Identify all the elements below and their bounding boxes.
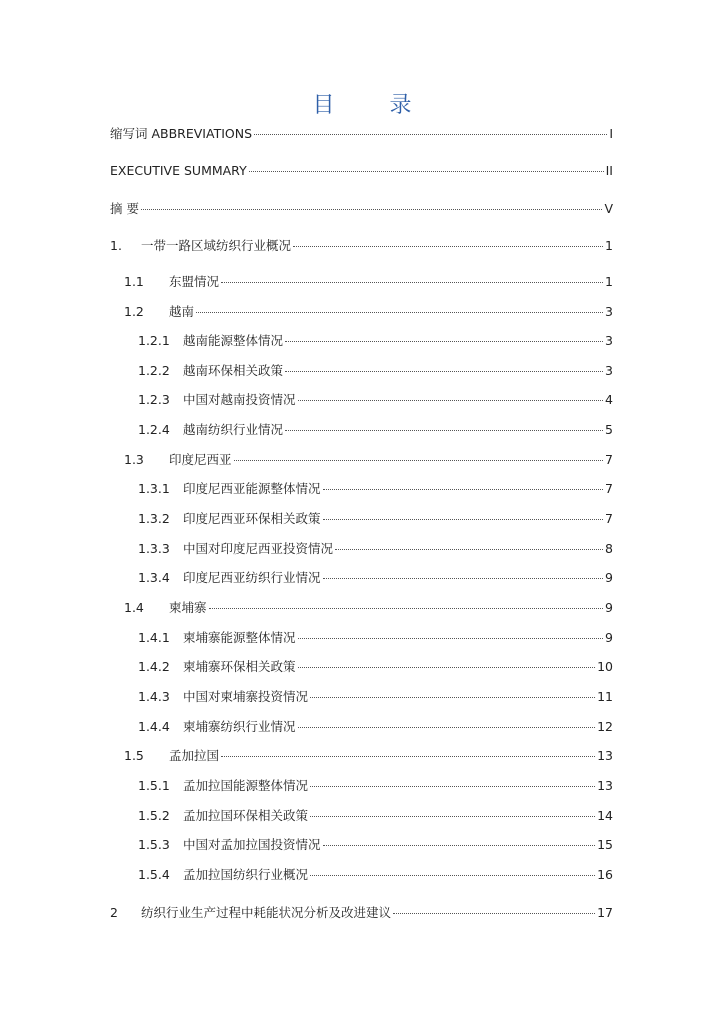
toc-entry[interactable]	[0, 390, 724, 410]
toc-entry-number: 1.2.3	[138, 392, 170, 407]
toc-entry-page-number: 11	[597, 689, 613, 704]
toc-entry-number: 2	[110, 905, 118, 920]
dot-leader	[221, 755, 595, 757]
toc-entry[interactable]	[0, 835, 724, 855]
dot-leader	[310, 874, 595, 876]
dot-leader	[310, 785, 595, 787]
dot-leader	[298, 666, 596, 668]
toc-entry-page-number: 3	[605, 363, 613, 378]
toc-entry[interactable]	[0, 361, 724, 381]
toc-entry-page-number: 9	[605, 570, 613, 585]
toc-entry-label: 一带一路区域纺织行业概况	[141, 238, 292, 253]
toc-entry[interactable]	[0, 450, 724, 470]
toc-entry[interactable]	[0, 598, 724, 618]
toc-entry-page-number: 7	[605, 481, 613, 496]
toc-entry-number: 1.3.2	[138, 511, 170, 526]
toc-entry-label: 孟加拉国环保相关政策	[183, 808, 309, 823]
dot-leader	[310, 696, 595, 698]
toc-entry[interactable]	[0, 903, 724, 923]
toc-entry-label: 摘 要	[110, 201, 139, 216]
toc-entry-page-number: 5	[605, 422, 613, 437]
toc-entry-number: 1.	[110, 238, 122, 253]
toc-entry-page-number: 8	[605, 541, 613, 556]
toc-entry-page-number: 4	[605, 392, 613, 407]
toc-entry[interactable]	[0, 657, 724, 677]
toc-entry-number: 1.5.3	[138, 837, 170, 852]
toc-entry[interactable]	[0, 568, 724, 588]
toc-entry[interactable]	[0, 539, 724, 559]
toc-entry-label: 东盟情况	[169, 274, 220, 289]
toc-entry[interactable]	[0, 479, 724, 499]
toc-entry-number: 1.5	[124, 748, 144, 763]
toc-entry-number: 1.2.4	[138, 422, 170, 437]
toc-entry[interactable]	[0, 746, 724, 766]
toc-entry[interactable]	[0, 420, 724, 440]
toc-entry-number: 1.5.4	[138, 867, 170, 882]
toc-entry-label: 印度尼西亚环保相关政策	[183, 511, 321, 526]
toc-entry[interactable]	[0, 272, 724, 292]
dot-leader	[298, 637, 604, 639]
dot-leader	[323, 577, 604, 579]
toc-entry-page-number: 7	[605, 511, 613, 526]
toc-entry-number: 1.4.4	[138, 719, 170, 734]
toc-entry-page-number: 3	[605, 333, 613, 348]
toc-entry-number: 1.5.1	[138, 778, 170, 793]
toc-entry-label: 越南环保相关政策	[183, 363, 284, 378]
toc-entry-page-number: 13	[597, 778, 613, 793]
toc-entry-label: 柬埔寨环保相关政策	[183, 659, 296, 674]
toc-entry-page-number: 13	[597, 748, 613, 763]
dot-leader	[293, 245, 603, 247]
toc-entry-label: 中国对柬埔寨投资情况	[183, 689, 309, 704]
toc-entry-number: 1.2.1	[138, 333, 170, 348]
toc-entry-page-number: V	[604, 201, 613, 216]
toc-entry[interactable]	[0, 199, 724, 219]
dot-leader	[209, 607, 604, 609]
dot-leader	[323, 488, 604, 490]
toc-entry[interactable]	[0, 302, 724, 322]
dot-leader	[285, 370, 603, 372]
toc-entry[interactable]	[0, 509, 724, 529]
dot-leader	[310, 815, 595, 817]
toc-entry-label: 越南纺织行业情况	[183, 422, 284, 437]
toc-entry-label: 孟加拉国能源整体情况	[183, 778, 309, 793]
toc-entry[interactable]	[0, 806, 724, 826]
dot-leader	[234, 459, 604, 461]
toc-entry[interactable]	[0, 687, 724, 707]
dot-leader	[323, 844, 596, 846]
dot-leader	[298, 726, 596, 728]
toc-entry-number: 1.4.1	[138, 630, 170, 645]
toc-entry-label: 印度尼西亚	[169, 452, 232, 467]
dot-leader	[221, 281, 603, 283]
toc-entry-label: 印度尼西亚能源整体情况	[183, 481, 321, 496]
toc-entry[interactable]	[0, 124, 724, 144]
dot-leader	[141, 208, 602, 210]
dot-leader	[249, 170, 604, 172]
toc-entry-number: 1.4.2	[138, 659, 170, 674]
toc-entry-label: 柬埔寨纺织行业情况	[183, 719, 296, 734]
toc-entry-page-number: 12	[597, 719, 613, 734]
toc-entry-number: 1.4	[124, 600, 144, 615]
toc-entry-label: 柬埔寨	[169, 600, 207, 615]
toc-entry-page-number: 1	[605, 274, 613, 289]
dot-leader	[196, 311, 603, 313]
toc-entry-number: 1.3.1	[138, 481, 170, 496]
toc-entry-number: 1.3.4	[138, 570, 170, 585]
toc-entry-label: 缩写词 ABBREVIATIONS	[110, 126, 253, 141]
toc-entry-label: 纺织行业生产过程中耗能状况分析及改进建议	[141, 905, 392, 920]
toc-entry-page-number: 15	[597, 837, 613, 852]
toc-entry-page-number: 17	[597, 905, 613, 920]
toc-entry-label: 越南能源整体情况	[183, 333, 284, 348]
toc-entry[interactable]	[0, 717, 724, 737]
toc-entry-label: 中国对印度尼西亚投资情况	[183, 541, 334, 556]
toc-entry-page-number: 9	[605, 600, 613, 615]
toc-entry-page-number: 14	[597, 808, 613, 823]
toc-entry-number: 1.2	[124, 304, 144, 319]
toc-entry-label: 印度尼西亚纺织行业情况	[183, 570, 321, 585]
dot-leader	[254, 133, 607, 135]
toc-entry-label: 越南	[169, 304, 195, 319]
toc-title: 目 录	[312, 93, 436, 118]
toc-entry-number: 1.4.3	[138, 689, 170, 704]
toc-entry-number: 1.2.2	[138, 363, 170, 378]
toc-entry-label: EXECUTIVE SUMMARY	[110, 163, 247, 178]
dot-leader	[285, 429, 603, 431]
toc-entry-number: 1.3.3	[138, 541, 170, 556]
toc-entry-page-number: 9	[605, 630, 613, 645]
toc-entry[interactable]	[0, 628, 724, 648]
toc-entry-page-number: I	[609, 126, 613, 141]
toc-entry-page-number: 10	[597, 659, 613, 674]
dot-leader	[335, 548, 603, 550]
toc-entry[interactable]	[0, 331, 724, 351]
toc-entry-page-number: II	[605, 163, 613, 178]
dot-leader	[298, 399, 604, 401]
toc-entry-label: 孟加拉国纺织行业概况	[183, 867, 309, 882]
toc-entry[interactable]	[0, 776, 724, 796]
toc-entry-label: 中国对越南投资情况	[183, 392, 296, 407]
dot-leader	[285, 340, 603, 342]
toc-entry-page-number: 3	[605, 304, 613, 319]
toc-entry[interactable]	[0, 236, 724, 256]
toc-entry-page-number: 1	[605, 238, 613, 253]
toc-entry-page-number: 7	[605, 452, 613, 467]
toc-entry-page-number: 16	[597, 867, 613, 882]
toc-entry-number: 1.1	[124, 274, 144, 289]
toc-entry[interactable]	[0, 865, 724, 885]
toc-entry[interactable]	[0, 161, 724, 181]
dot-leader	[323, 518, 604, 520]
dot-leader	[393, 912, 595, 914]
toc-entry-number: 1.3	[124, 452, 144, 467]
toc-entry-label: 中国对孟加拉国投资情况	[183, 837, 321, 852]
toc-entry-label: 柬埔寨能源整体情况	[183, 630, 296, 645]
toc-entry-label: 孟加拉国	[169, 748, 220, 763]
toc-entry-number: 1.5.2	[138, 808, 170, 823]
